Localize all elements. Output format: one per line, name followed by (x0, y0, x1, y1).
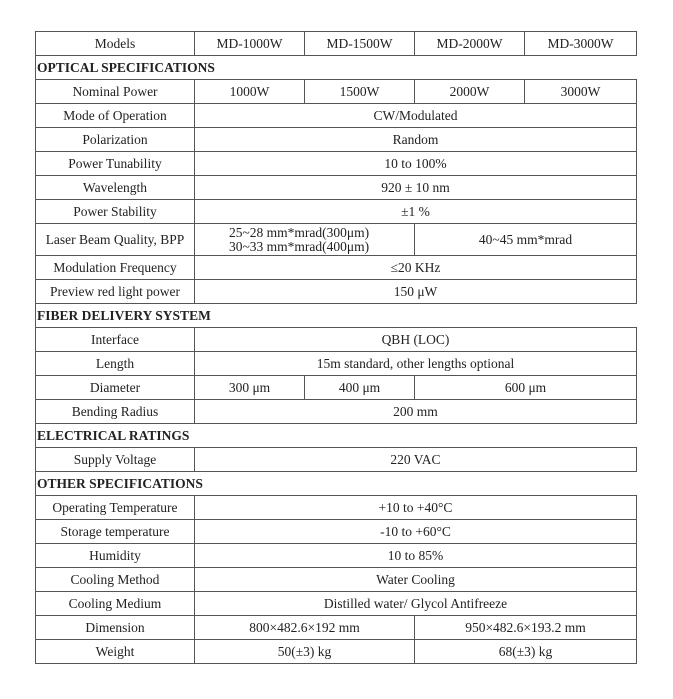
row-value: ≤20 KHz (195, 256, 637, 280)
row-value: Water Cooling (195, 568, 637, 592)
section-fiber (36, 304, 637, 328)
row-cooling-method (36, 568, 637, 592)
row-value: 2000W (415, 80, 525, 104)
row-label: Interface (36, 328, 195, 352)
row-value: 15m standard, other lengths optional (195, 352, 637, 376)
row-modulation (36, 256, 637, 280)
row-value: 68(±3) kg (415, 640, 637, 664)
row-value: 300 μm (195, 376, 305, 400)
section-title-fiber: FIBER DELIVERY SYSTEM (36, 304, 637, 328)
row-diameter (36, 376, 637, 400)
row-label: Weight (36, 640, 195, 664)
row-label: Laser Beam Quality, BPP (36, 224, 195, 256)
row-length (36, 352, 637, 376)
section-title-optical: OPTICAL SPECIFICATIONS (36, 56, 637, 80)
row-dimension (36, 616, 637, 640)
row-label: Storage temperature (36, 520, 195, 544)
section-other (36, 472, 637, 496)
bpp-line-400um: 30~33 mm*mrad(400μm) (229, 238, 370, 254)
row-label: Operating Temperature (36, 496, 195, 520)
row-label: Supply Voltage (36, 448, 195, 472)
row-value: Distilled water/ Glycol Antifreeze (195, 592, 637, 616)
row-label: Polarization (36, 128, 195, 152)
spec-table (35, 31, 637, 664)
row-value: 50(±3) kg (195, 640, 415, 664)
row-bpp (36, 224, 637, 256)
row-label: Diameter (36, 376, 195, 400)
row-value: 10 to 85% (195, 544, 637, 568)
row-value: Random (195, 128, 637, 152)
row-value: 600 μm (415, 376, 637, 400)
row-value: 1500W (305, 80, 415, 104)
row-value: 150 μW (195, 280, 637, 304)
row-value: 10 to 100% (195, 152, 637, 176)
row-label: Power Stability (36, 200, 195, 224)
row-wavelength (36, 176, 637, 200)
row-label: Cooling Medium (36, 592, 195, 616)
row-value: 400 μm (305, 376, 415, 400)
row-label: Preview red light power (36, 280, 195, 304)
row-value: -10 to +60°C (195, 520, 637, 544)
header-label: Models (36, 32, 195, 56)
row-nominal-power (36, 80, 637, 104)
row-label: Modulation Frequency (36, 256, 195, 280)
model-2000w: MD-2000W (415, 32, 525, 56)
row-operating-temp (36, 496, 637, 520)
row-label: Bending Radius (36, 400, 195, 424)
bpp-line-300um: 25~28 mm*mrad(300μm) (229, 224, 370, 240)
row-storage-temp (36, 520, 637, 544)
row-value: QBH (LOC) (195, 328, 637, 352)
section-electrical (36, 424, 637, 448)
row-humidity (36, 544, 637, 568)
row-value: ±1 % (195, 200, 637, 224)
row-red-light (36, 280, 637, 304)
row-label: Humidity (36, 544, 195, 568)
row-weight (36, 640, 637, 664)
row-label: Dimension (36, 616, 195, 640)
model-1500w: MD-1500W (305, 32, 415, 56)
row-value: 950×482.6×193.2 mm (415, 616, 637, 640)
row-label: Length (36, 352, 195, 376)
bpp-value-large-fiber: 40~45 mm*mrad (415, 224, 637, 256)
row-value: +10 to +40°C (195, 496, 637, 520)
row-value: 220 VAC (195, 448, 637, 472)
row-stability (36, 200, 637, 224)
row-label: Mode of Operation (36, 104, 195, 128)
row-value: 1000W (195, 80, 305, 104)
row-polarization (36, 128, 637, 152)
row-label: Power Tunability (36, 152, 195, 176)
row-tunability (36, 152, 637, 176)
row-value: 800×482.6×192 mm (195, 616, 415, 640)
bpp-value-small-fiber (195, 224, 415, 256)
row-value: 3000W (525, 80, 637, 104)
section-title-electrical: ELECTRICAL RATINGS (36, 424, 637, 448)
row-supply (36, 448, 637, 472)
section-optical (36, 56, 637, 80)
row-cooling-medium (36, 592, 637, 616)
row-bending (36, 400, 637, 424)
section-title-other: OTHER SPECIFICATIONS (36, 472, 637, 496)
row-interface (36, 328, 637, 352)
row-value: 920 ± 10 nm (195, 176, 637, 200)
header-row (36, 32, 637, 56)
model-1000w: MD-1000W (195, 32, 305, 56)
row-value: 200 mm (195, 400, 637, 424)
model-3000w: MD-3000W (525, 32, 637, 56)
row-label: Cooling Method (36, 568, 195, 592)
row-label: Nominal Power (36, 80, 195, 104)
row-mode (36, 104, 637, 128)
row-value: CW/Modulated (195, 104, 637, 128)
row-label: Wavelength (36, 176, 195, 200)
